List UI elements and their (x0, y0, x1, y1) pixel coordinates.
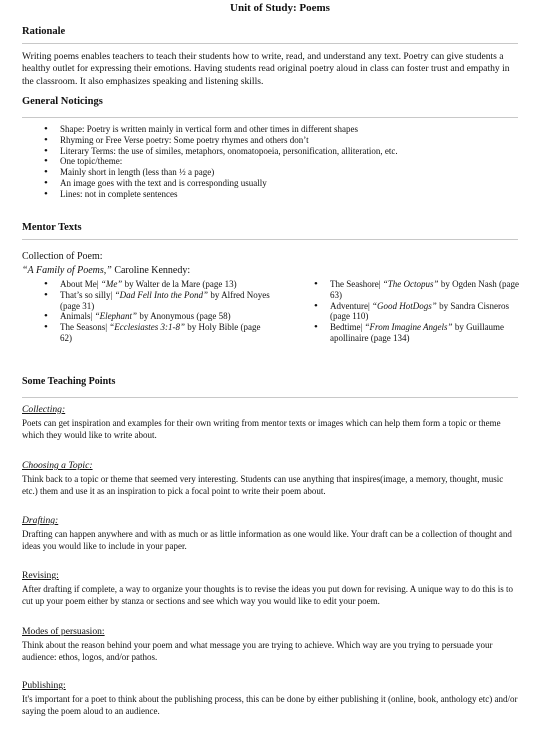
mentor-texts-left-list (36, 279, 272, 344)
list-item: • The Seashore| “The Octopus” by Ogden Nash (page 63) (306, 279, 524, 301)
mentor-collection-label: Collection of Poem: (22, 251, 103, 262)
list-item: • About Me| “Me” by Walter de la Mare (page 13) (36, 279, 272, 290)
teaching-points-divider (22, 397, 518, 398)
general-noticings-divider (22, 117, 518, 118)
section-text-drafting: Drafting can happen anywhere and with as much or as little information as one would like. Your draft can be a collection of thought and ideas you would like to include in your paper. (22, 529, 512, 551)
list-item: • Rhyming or Free Verse poetry: Some poetry rhymes and others don’t (36, 135, 516, 146)
section-text-publishing: It's important for a poet to think about the publishing process, this can be done by either publishing it (online, book, anthology etc) and/or saying the poem aloud to an audience. (22, 694, 518, 716)
general-noticings-list (36, 124, 516, 200)
section-text-choosing-topic: Think back to a topic or theme that seemed very interesting. Students can use anything that inspires(image, a memory, thought, music etc.) them and use it as an inspiration to pick a focal point to write their poem about. (22, 474, 504, 496)
rationale-text: Writing poems enables teachers to teach their students how to write, read, and understand any text. Poetry can give students a healthy outlet for expressing their emotions. Having students read original poetry aloud in class can foster trust and empathy in the classroom. It also emphasizes speaking and listening skills. (22, 51, 510, 87)
mentor-book-author: Caroline Kennedy: (114, 265, 191, 276)
section-title-drafting: Drafting: (22, 515, 59, 526)
list-item: • Bedtime| “From Imagine Angels” by Guillaume apollinaire (page 134) (306, 322, 524, 344)
section-text-modes-of-persuasion: Think about the reason behind your poem and what message you are trying to achieve. Which way are you trying to persuade your audience: ethos, logos, and/or pathos. (22, 640, 493, 662)
rationale-divider (22, 43, 518, 44)
mentor-texts-heading: Mentor Texts (22, 222, 82, 233)
mentor-texts-right-list (306, 279, 524, 344)
list-item: • Adventure| “Good HotDogs” by Sandra Cisneros (page 110) (306, 301, 524, 323)
section-title-collecting: Collecting: (22, 404, 66, 415)
teaching-points-heading: Some Teaching Points (22, 376, 116, 387)
list-item: • Lines: not in complete sentences (36, 189, 516, 200)
mentor-book-line (22, 264, 190, 277)
section-title-modes-of-persuasion: Modes of persuasion: (22, 626, 105, 637)
section-text-revising: After drafting if complete, a way to organize your thoughts is to revise the ideas you put down for revising. A unique way to do this is to cut up your poem either by stanza or sections and see which way you would like to edit your poem. (22, 584, 513, 606)
section-text-collecting: Poets can get inspiration and examples for their own writing from mentor texts or images which can help them form a topic or theme which they would like to write about. (22, 418, 501, 440)
page-title: Unit of Study: Poems (230, 2, 330, 14)
list-item: • Literary Terms: the use of similes, metaphors, onomatopoeia, personification, alliteration, etc. (36, 146, 516, 157)
list-item: • One topic/theme: (36, 156, 516, 167)
list-item: • That’s so silly| “Dad Fell Into the Pond” by Alfred Noyes (page 31) (36, 290, 272, 312)
list-item: • An image goes with the text and is corresponding usually (36, 178, 516, 189)
section-title-publishing: Publishing: (22, 680, 66, 691)
list-item: • Animals| “Elephant” by Anonymous (page 58) (36, 311, 272, 322)
section-title-revising: Revising: (22, 570, 59, 581)
mentor-book-title: “A Family of Poems,” (22, 265, 112, 276)
section-title-choosing-topic: Choosing a Topic: (22, 460, 93, 471)
general-noticings-heading: General Noticings (22, 96, 103, 107)
rationale-heading: Rationale (22, 26, 66, 37)
list-item: • Shape: Poetry is written mainly in vertical form and other times in different shapes (36, 124, 516, 135)
mentor-texts-divider (22, 239, 518, 240)
list-item: • Mainly short in length (less than ½ a page) (36, 167, 516, 178)
list-item: • The Seasons| “Ecclesiastes 3:1-8” by Holy Bible (page 62) (36, 322, 272, 344)
